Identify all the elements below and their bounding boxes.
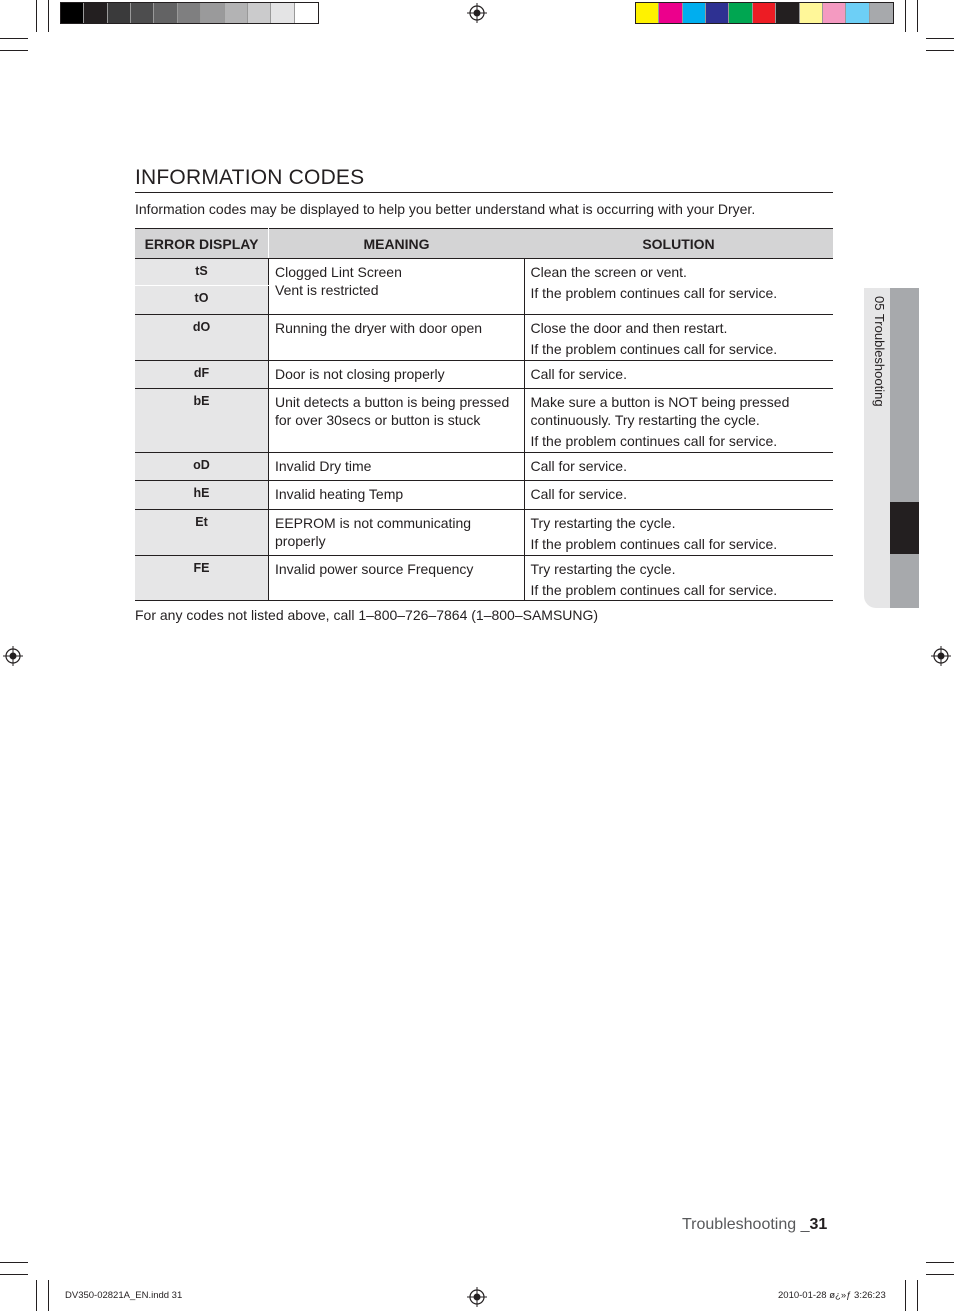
crop-mark <box>36 0 37 32</box>
table-row <box>135 361 833 389</box>
crop-mark <box>48 1280 49 1311</box>
crop-mark <box>48 0 49 32</box>
table-row <box>135 510 833 556</box>
crop-mark <box>0 1262 28 1263</box>
print-slug-date: 2010-01-28 ø¿»ƒ 3:26:23 <box>778 1290 886 1301</box>
meaning-cell <box>269 259 525 315</box>
calibration-swatch <box>753 3 776 23</box>
solution-text: If the problem continues call for service. <box>530 582 778 598</box>
registration-mark-icon <box>467 3 487 23</box>
calibration-swatch <box>225 3 248 23</box>
calibration-swatch <box>823 3 846 23</box>
crop-mark <box>0 50 28 51</box>
crop-mark <box>905 0 906 32</box>
meaning-text: Invalid Dry time <box>269 453 525 481</box>
crop-mark <box>926 38 954 39</box>
error-code: dO <box>135 315 269 361</box>
calibration-swatch <box>659 3 682 23</box>
solution-text: Try restarting the cycle. <box>530 515 676 531</box>
crop-mark <box>917 1280 918 1311</box>
calibration-swatch <box>178 3 201 23</box>
error-code: dF <box>135 361 269 389</box>
table-row <box>135 453 833 481</box>
solution-text: Call for service. <box>524 481 833 510</box>
calibration-swatch <box>706 3 729 23</box>
solution-text: Call for service. <box>524 361 833 389</box>
page-number: 31 <box>809 1216 828 1233</box>
solution-cell <box>524 315 833 361</box>
table-row <box>135 259 833 286</box>
information-codes-table <box>135 228 833 601</box>
chapter-tab-label <box>857 296 897 436</box>
solution-cell <box>524 259 833 315</box>
error-code: oD <box>135 453 269 481</box>
solution-text: Call for service. <box>524 453 833 481</box>
meaning-text: Invalid heating Temp <box>269 481 525 510</box>
table-row <box>135 389 833 453</box>
error-code: tS <box>135 259 269 286</box>
error-code: FE <box>135 556 269 601</box>
footer-section-name: Troubleshooting _ <box>682 1216 810 1233</box>
solution-cell <box>524 389 833 453</box>
error-code: Et <box>135 510 269 556</box>
error-code: tO <box>135 286 269 315</box>
calibration-swatch <box>201 3 224 23</box>
crop-mark <box>926 1262 954 1263</box>
meaning-text: Running the dryer with door open <box>269 315 525 361</box>
crop-mark <box>0 1274 28 1275</box>
table-row <box>135 556 833 601</box>
chapter-tab-marker <box>890 502 919 554</box>
page-footer <box>682 1216 827 1234</box>
registration-mark-icon <box>467 1287 487 1307</box>
calibration-swatch <box>636 3 659 23</box>
calibration-swatch <box>295 3 318 23</box>
print-slug-file: DV350-02821A_EN.indd 31 <box>65 1290 183 1301</box>
calibration-swatch <box>154 3 177 23</box>
calibration-swatch <box>61 3 84 23</box>
solution-cell <box>524 556 833 601</box>
page-title: INFORMATION CODES <box>135 166 365 189</box>
meaning-text: Invalid power source Frequency <box>269 556 525 601</box>
meaning-text: Door is not closing properly <box>269 361 525 389</box>
error-code: bE <box>135 389 269 453</box>
calibration-swatch <box>800 3 823 23</box>
solution-text: If the problem continues call for service. <box>530 285 778 301</box>
calibration-swatch <box>846 3 869 23</box>
crop-mark <box>926 1274 954 1275</box>
solution-text: If the problem continues call for service. <box>530 536 778 552</box>
service-footnote: For any codes not listed above, call 1–800–726–7864 (1–800–SAMSUNG) <box>135 607 599 623</box>
registration-mark-icon <box>931 646 951 666</box>
intro-text: Information codes may be displayed to help you better understand what is occurring with your Dryer. <box>135 201 756 217</box>
meaning-text: EEPROM is not communicating properly <box>269 510 525 556</box>
calibration-swatch <box>248 3 271 23</box>
solution-text: Make sure a button is NOT being pressed continuously. Try restarting the cycle. <box>530 394 790 428</box>
solution-text: If the problem continues call for service. <box>530 433 778 449</box>
solution-cell <box>524 510 833 556</box>
solution-text: Try restarting the cycle. <box>530 561 676 577</box>
meaning-text: Vent is restricted <box>275 282 379 298</box>
registration-mark-icon <box>3 646 23 666</box>
grayscale-calibration-bar <box>60 2 319 24</box>
calibration-swatch <box>108 3 131 23</box>
table-row <box>135 315 833 361</box>
meaning-text: Clogged Lint Screen <box>275 264 402 280</box>
solution-text: Clean the screen or vent. <box>530 264 687 280</box>
table-row <box>135 481 833 510</box>
crop-mark <box>905 1280 906 1311</box>
crop-mark <box>926 50 954 51</box>
calibration-swatch <box>131 3 154 23</box>
error-code: hE <box>135 481 269 510</box>
header-meaning: MEANING <box>269 229 525 259</box>
crop-mark <box>917 0 918 32</box>
calibration-swatch <box>776 3 799 23</box>
color-calibration-bar <box>635 2 894 24</box>
calibration-swatch <box>683 3 706 23</box>
table-header-row <box>135 229 833 259</box>
header-error-display: ERROR DISPLAY <box>135 229 269 259</box>
calibration-swatch <box>729 3 752 23</box>
chapter-tab-text: 05 Troubleshooting <box>872 296 887 407</box>
crop-mark <box>0 38 28 39</box>
meaning-text: Unit detects a button is being pressed for over 30secs or button is stuck <box>269 389 525 453</box>
calibration-swatch <box>271 3 294 23</box>
solution-text: If the problem continues call for service. <box>530 341 778 357</box>
calibration-swatch <box>870 3 893 23</box>
crop-mark <box>36 1280 37 1311</box>
calibration-swatch <box>84 3 107 23</box>
header-solution: SOLUTION <box>524 229 833 259</box>
title-divider <box>135 192 833 193</box>
solution-text: Close the door and then restart. <box>530 320 728 336</box>
